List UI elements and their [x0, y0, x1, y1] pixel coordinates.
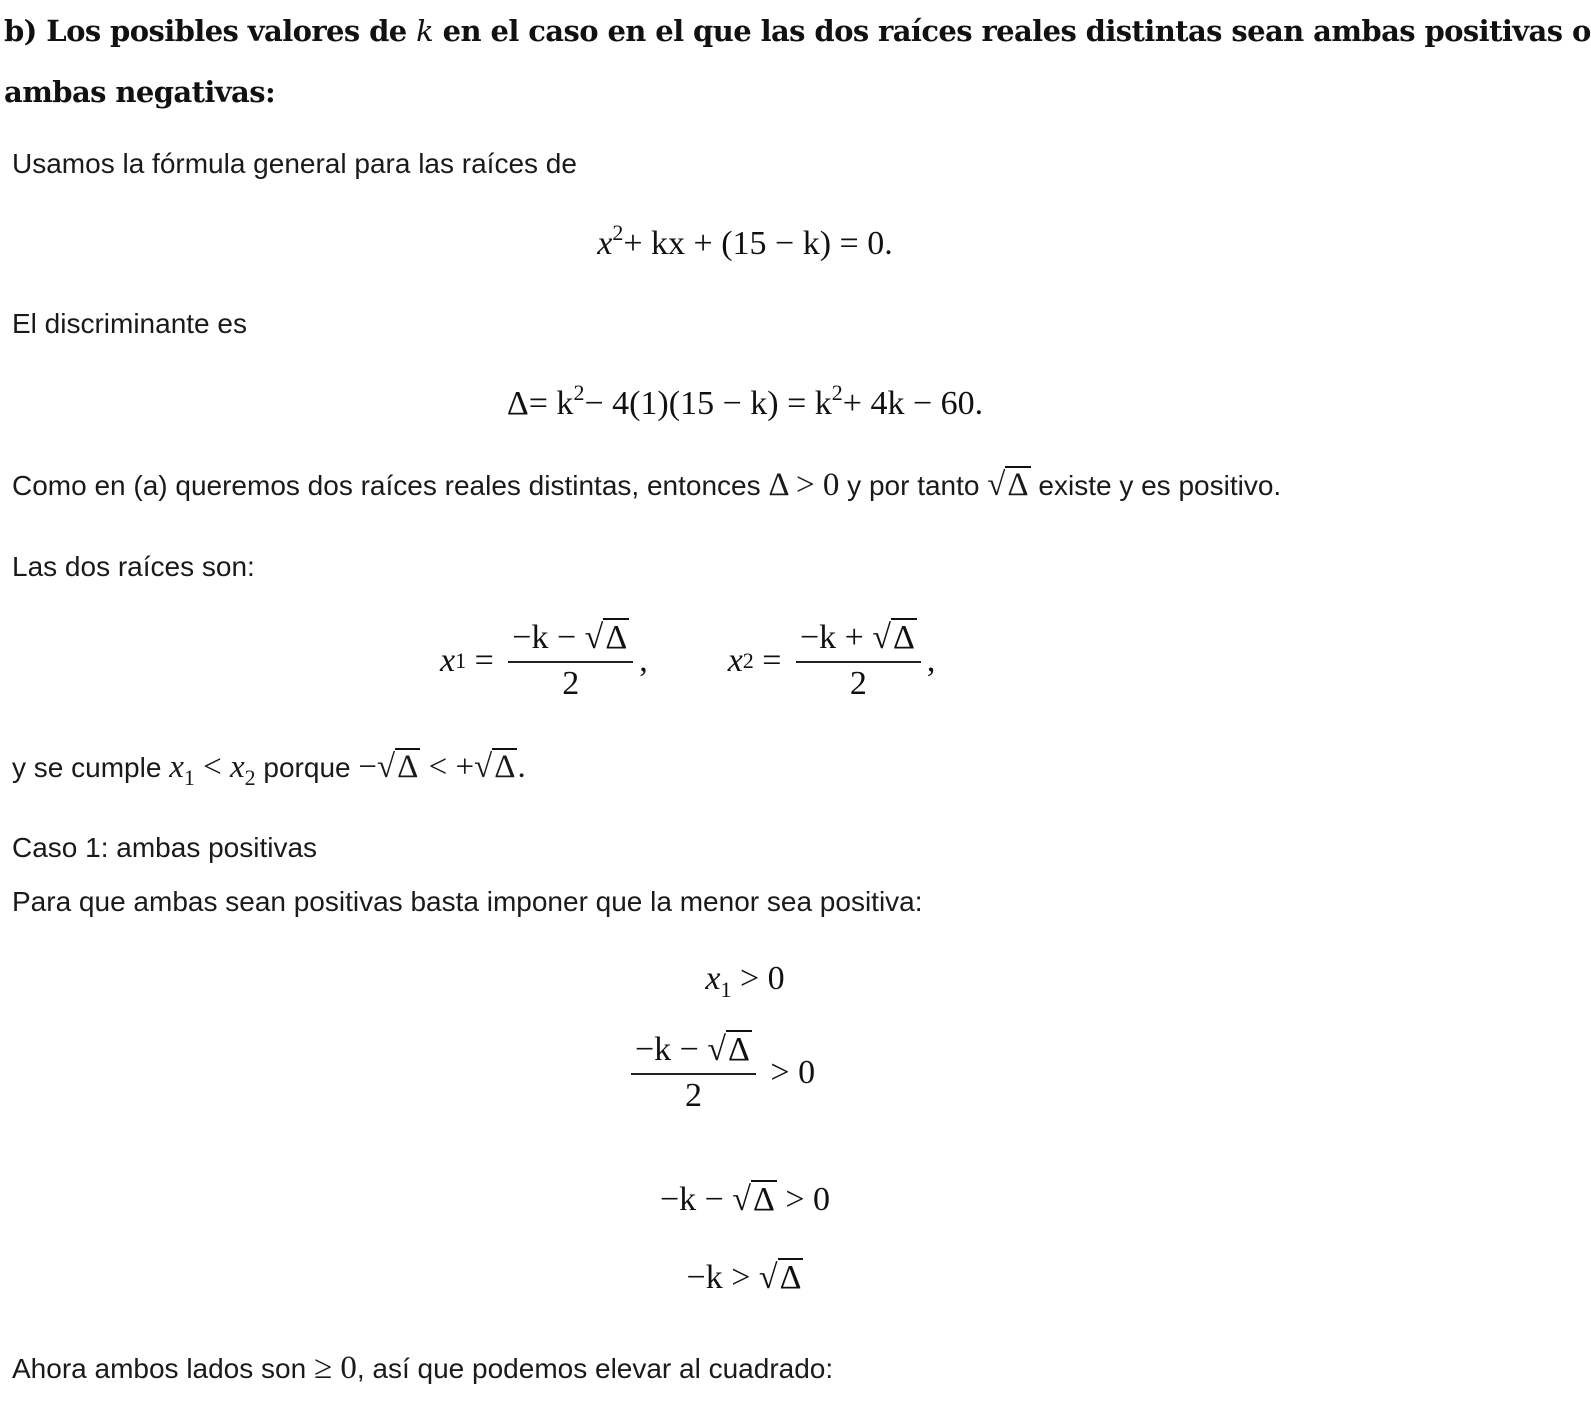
lt: < — [194, 749, 230, 785]
paragraph-order: y se cumple $x_1 < x_2$ porque −√Δ < +√Δ. — [12, 749, 526, 790]
fraction-x2: $\frac{-k + √\Delta}{2}$ — [796, 618, 921, 703]
radicand: Δ — [752, 1181, 775, 1218]
paragraph-discriminant: El discriminante es — [12, 308, 247, 339]
text: porque — [263, 752, 351, 783]
paragraph-condition — [12, 466, 1281, 504]
text: existe y es positivo. — [1038, 470, 1282, 501]
equation-quadratic — [0, 220, 1490, 263]
section-heading-line2: ambas negativas: — [4, 75, 276, 109]
math-delta-gt-0: Δ > 0 — [768, 467, 840, 503]
heading-text-cont: en el caso en el que las dos raíces reales distintas sean ambas positivas o — [433, 14, 1591, 48]
radicand: Δ — [728, 1031, 750, 1068]
comma: , — [639, 641, 648, 679]
equation-roots — [440, 618, 935, 703]
gt-zero: > 0 — [731, 960, 785, 997]
text: y se cumple — [12, 752, 162, 783]
radicand: Δ — [605, 619, 628, 656]
text: Como en (a) queremos dos raíces reales distintas, entonces — [12, 470, 761, 501]
case1-text: Para que ambas sean positivas basta imponer que la menor sea positiva: — [12, 886, 923, 917]
radicand: Δ — [397, 749, 419, 785]
heading-text: b) Los posibles valores de — [4, 14, 417, 48]
eq-part: + 4k − 60. — [842, 385, 984, 422]
var-x2: x — [727, 641, 743, 679]
paragraph-square — [12, 1350, 833, 1387]
var-x: x — [597, 225, 613, 262]
eq-part: = k — [528, 385, 574, 422]
lt: < — [420, 749, 456, 785]
numerator: −k − — [635, 1031, 708, 1068]
subscript: 1 — [455, 647, 467, 673]
case1-title: Caso 1: ambas positivas — [12, 832, 318, 863]
denominator: 2 — [796, 661, 921, 703]
expr: −k − — [659, 1181, 733, 1218]
subscript: 2 — [244, 765, 256, 790]
math-sqrt-delta: √Δ — [987, 467, 1029, 503]
gt-zero: > 0 — [776, 1181, 831, 1218]
text: y por tanto — [847, 470, 980, 501]
equation-discriminant — [0, 380, 1490, 423]
equals: = — [753, 641, 790, 679]
var-x1: x — [705, 960, 721, 997]
gt-zero: > 0 — [761, 1053, 816, 1091]
eq-part: − 4(1)(15 − k) = k — [584, 385, 832, 422]
radicand: Δ — [1007, 467, 1029, 503]
expr: −k > — [686, 1259, 759, 1296]
step-fraction-gt-0 — [625, 1030, 815, 1115]
step-negk-gt-sqrt: −k > √Δ — [686, 1259, 802, 1296]
step-numerator-gt-0: −k − √Δ > 0 — [659, 1181, 831, 1218]
comma: , — [926, 641, 936, 679]
math-geq-0: ≥ 0 — [313, 1350, 357, 1386]
fraction-x1: $\frac{-k - √\Delta}{2}$ — [508, 618, 633, 703]
plus: + — [455, 749, 475, 785]
denominator: 2 — [631, 1073, 756, 1115]
heading-var-k: k — [416, 14, 434, 48]
period: . — [517, 749, 526, 785]
text: , así que podemos elevar al cuadrado: — [356, 1353, 834, 1384]
radicand: Δ — [779, 1259, 802, 1296]
exponent: 2 — [612, 220, 624, 245]
delta: Δ — [506, 385, 529, 422]
section-heading-line1 — [4, 14, 1591, 48]
numerator: −k + — [799, 619, 873, 656]
numerator: −k − — [512, 619, 585, 656]
minus: − — [358, 749, 377, 785]
text: Ahora ambos lados son — [12, 1353, 307, 1384]
subscript: 1 — [720, 977, 732, 1002]
var-x2: x — [229, 749, 245, 785]
subscript: 1 — [183, 765, 195, 790]
denominator: 2 — [508, 661, 633, 703]
subscript: 2 — [742, 647, 754, 673]
step-x1-gt-0 — [0, 960, 1490, 1003]
radicand: Δ — [494, 749, 516, 785]
paragraph-roots: Las dos raíces son: — [12, 551, 255, 582]
var-x1: x — [169, 749, 184, 785]
equals: = — [466, 641, 503, 679]
fraction: $\frac{-k - √\Delta}{2}$ — [631, 1030, 756, 1115]
equation-rest: + kx + (15 − k) = 0. — [623, 225, 893, 262]
exponent: 2 — [831, 380, 843, 405]
radicand: Δ — [893, 619, 915, 656]
exponent: 2 — [573, 380, 585, 405]
paragraph-intro: Usamos la fórmula general para las raíces de — [12, 148, 577, 179]
var-x1: x — [440, 641, 456, 679]
